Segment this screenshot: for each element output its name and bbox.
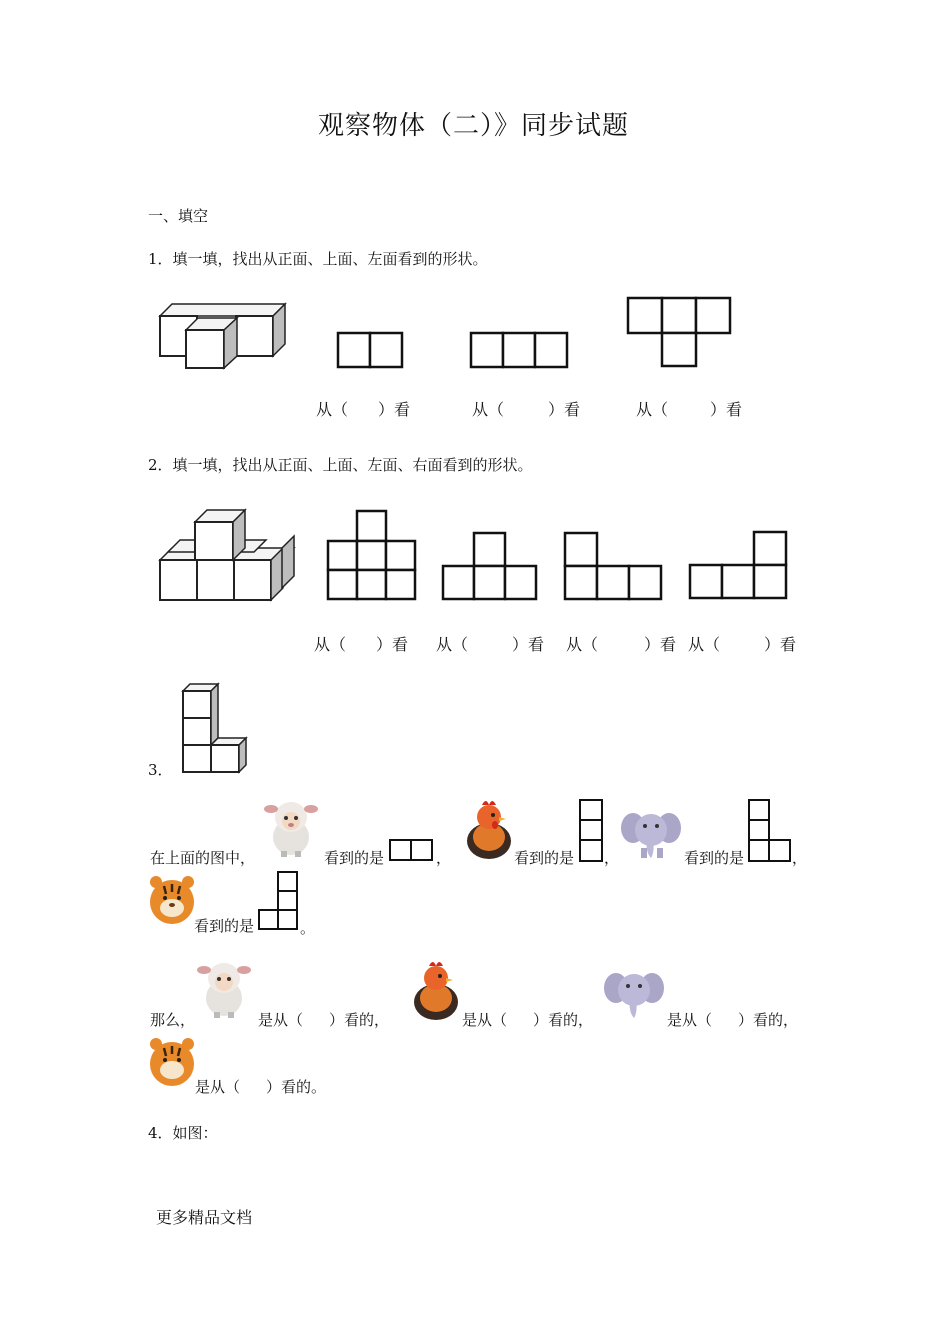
q3-comma-2: ， (604, 849, 620, 867)
q3-answer-rooster[interactable]: 是从（ ）看的， (462, 1011, 594, 1029)
q2-blank-3[interactable]: 从（ ）看 (566, 635, 677, 654)
q4-prompt: 4．如图： (148, 1124, 218, 1142)
q2-blank-1[interactable]: 从（ ）看 (314, 635, 409, 654)
q3-cube-figure (182, 682, 250, 774)
q2-view-3 (565, 533, 663, 601)
q3-answer-tiger[interactable]: 是从（ ）看的。 (195, 1078, 327, 1096)
tiger-icon-2 (148, 1036, 196, 1088)
q1-view-three-squares (471, 333, 569, 369)
q3-saw-text-4: 看到的是 (194, 917, 255, 935)
rooster-icon (464, 797, 514, 861)
sheep-icon-2 (196, 958, 252, 1020)
q3-saw-text-2: 看到的是 (514, 849, 575, 867)
q3-saw-text-3: 看到的是 (684, 849, 745, 867)
q2-blank-2[interactable]: 从（ ）看 (436, 635, 545, 654)
q2-view-1 (328, 511, 418, 601)
q3-period: 。 (300, 919, 316, 937)
sheep-icon (263, 797, 319, 857)
q1-prompt: 1．填一填，找出从正面、上面、左面看到的形状。 (148, 250, 488, 268)
q1-view-two-squares (338, 333, 402, 369)
q2-view-4 (690, 532, 788, 600)
tiger-icon (148, 874, 196, 926)
q1-cube-figure (160, 304, 290, 370)
rooster-icon-2 (411, 958, 461, 1022)
q3-answer-sheep[interactable]: 是从（ ）看的， (258, 1011, 390, 1029)
elephant-icon-2 (604, 966, 664, 1022)
page-title: 观察物体（二）》同步试题 (318, 111, 630, 141)
section-heading: 一、填空 (148, 207, 209, 225)
q1-blank-3[interactable]: 从（ ）看 (636, 400, 743, 419)
q1-blank-2[interactable]: 从（ ）看 (472, 400, 581, 419)
footer-text: 更多精品文档 (156, 1208, 253, 1227)
q1-blank-1[interactable]: 从（ ）看 (316, 400, 411, 419)
q3-number: 3． (148, 761, 173, 779)
q3-view-sheep (390, 840, 434, 862)
q3-intro-text: 在上面的图中， (150, 849, 256, 867)
q2-cube-figure (158, 510, 298, 602)
q3-then-text: 那么， (150, 1011, 196, 1029)
q3-answer-elephant[interactable]: 是从（ ）看的， (667, 1011, 799, 1029)
q3-view-tiger (259, 872, 301, 934)
q2-prompt: 2．填一填，找出从正面、上面、左面、右面看到的形状。 (148, 456, 533, 474)
q3-saw-text-1: 看到的是 (324, 849, 385, 867)
q1-view-t-shape (628, 298, 732, 368)
q2-blank-4[interactable]: 从（ ）看 (688, 635, 797, 654)
q2-view-2 (443, 533, 539, 601)
q3-comma-1: ， (436, 849, 452, 867)
q3-comma-3: ， (792, 849, 808, 867)
elephant-icon (621, 806, 681, 862)
q3-view-elephant (749, 800, 793, 864)
q3-view-rooster (580, 800, 604, 864)
